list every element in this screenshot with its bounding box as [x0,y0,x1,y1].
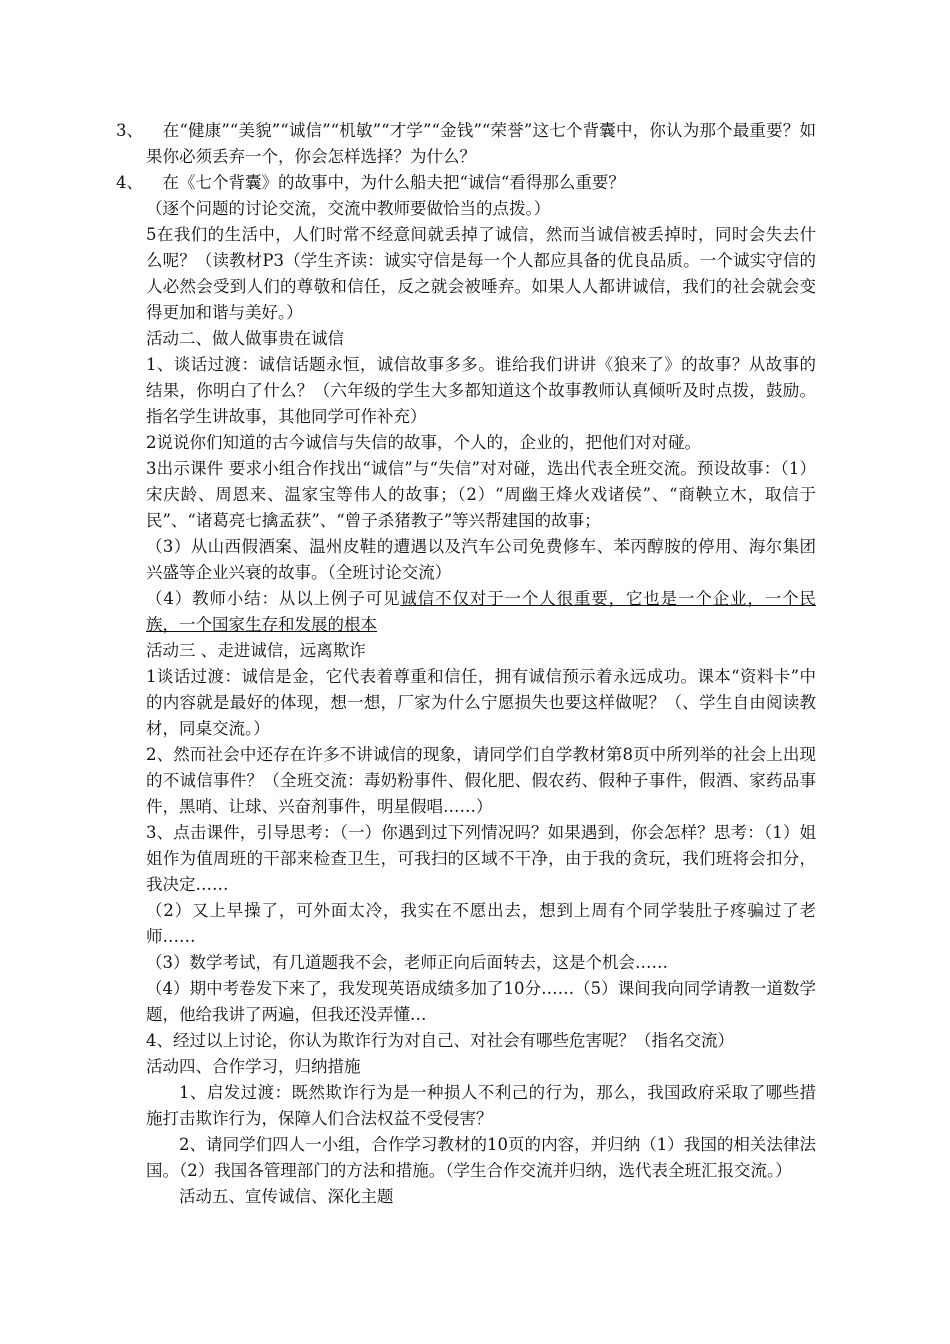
paragraph-activity-3-step-1: 1谈话过渡：诚信是金，它代表着尊重和信任，拥有诚信预示着永远成功。课本“资料卡”中的内容就是最好的体现，想一想，厂家为什么宁愿损失也要这样做呢？（、学生自由阅读教材，同桌交流。） [146,667,816,738]
paragraph-scenario-2: （2）又上早操了，可外面太冷，我实在不愿出去，想到上周有个同学装肚子疼骗过了老师…… [146,901,816,946]
question-4-text: 在《七个背囊》的故事中，为什么船夫把“诚信“看得那么重要？ [146,173,625,192]
paragraph-question-5: 5在我们的生活中，人们时常不经意间就丢掉了诚信，然而当诚信被丢掉时，同时会失去什么呢？（读教材P3（学生齐读：诚实守信是每一个人都应具备的优良品质。一个诚实守信的人必然会受到人们的尊敬和信任，反之就会被唾弃。如果人人都讲诚信，我们的社会就会变得更加和谐与美好。） [146,225,816,322]
document-body [116,118,816,1210]
paragraph-activity-4-step-1: 1、启发过渡：既然欺诈行为是一种损人不利己的行为，那么，我国政府采取了哪些措施打击欺诈行为，保障人们合法权益不受侵害？ [146,1083,816,1128]
paragraph-activity-4-step-2: 2、请同学们四人一小组，合作学习教材的10页的内容，并归纳（1）我国的相关法律法国。（2）我国各管理部门的方法和措施。（学生合作交流并归纳，选代表全班汇报交流。） [146,1135,816,1180]
heading-activity-2: 活动二、做人做事贵在诚信 [146,329,344,348]
paragraph-activity-3-step-3: 3、点击课件，引导思考：（一）你遇到过下列情况吗？如果遇到，你会怎样？思考：（1）姐姐作为值周班的干部来检查卫生，可我扫的区域不干净，由于我的贪玩，我们班将会扣分，我决定…… [146,823,816,894]
paragraph-activity-2-step-3: 3出示课件 要求小组合作找出“诚信”与“失信”对对碰，选出代表全班交流。预设故事：（1）宋庆龄、周恩来、温家宝等伟人的故事；（2）“周幽王烽火戏诸侯”、“商鞅立木，取信于民”、“诸葛亮七擒孟获”、“曾子杀猪教子”等兴帮建国的故事； [146,459,816,530]
question-3-number: 3、 [116,121,143,140]
paragraph-scenario-4-5: （4）期中考卷发下来了，我发现英语成绩多加了10分……（5）课间我向同学请教一道数学题，他给我讲了两遍，但我还没弄懂… [146,979,816,1024]
question-3 [116,118,816,170]
heading-activity-3: 活动三 、走进诚信，远离欺诈 [146,641,366,660]
paragraph-scenario-3: （3）数学考试，有几道题我不会，老师正向后面转去，这是个机会…… [146,953,668,972]
paragraph-activity-2-step-2: 2说说你们知道的古今诚信与失信的故事，个人的，企业的，把他们对对碰。 [146,433,701,452]
summary-underlined: 诚信不仅对于一个人很重要，它也是一个企业，一个民族，一个国家生存和发展的根本 [146,589,816,634]
paragraph-activity-3-step-2: 2、然而社会中还存在许多不讲诚信的现象，请同学们自学教材第8页中所列举的社会上出现的不诚信事件？（全班交流：毒奶粉事件、假化肥、假农药、假种子事件，假酒、家药品事件，黑哨、让球、兴奋剂事件，明星假唱……） [146,745,816,816]
question-4 [116,170,816,196]
summary-prefix: （4）教师小结：从以上例子可见 [146,589,401,608]
paragraph-activity-2-step-1: 1、谈话过渡：诚信话题永恒，诚信故事多多。谁给我们讲讲《狼来了》的故事？从故事的结果，你明白了什么？（六年级的学生大多都知道这个故事教师认真倾听及时点拨，鼓励。指名学生讲故事，其他同学可作补充） [146,355,816,426]
heading-activity-5: 活动五、宣传诚信、深化主题 [179,1187,394,1206]
heading-activity-4: 活动四、合作学习，归纳措施 [146,1057,361,1076]
paragraph-teacher-summary [146,586,816,638]
paragraph-activity-3-step-4: 4、经过以上讨论，你认为欺诈行为对自己、对社会有哪些危害呢？（指名交流） [146,1031,734,1050]
question-4-number: 4、 [116,173,143,192]
paragraph-activity-2-story-3: （3）从山西假酒案、温州皮鞋的遭遇以及汽车公司免费修车、苯丙醇胺的停用、海尔集团兴盛等企业兴衰的故事。（全班讨论交流） [146,537,816,582]
question-3-text: 在“健康”“美貌”“诚信”“机敏”“才学”“金钱”“荣誉”这七个背囊中，你认为那个最重要？如果你必须丢弃一个，你会怎样选择？为什么？ [146,121,816,166]
paragraph-discussion-note: （逐个问题的讨论交流，交流中教师要做恰当的点拨。） [146,199,551,218]
